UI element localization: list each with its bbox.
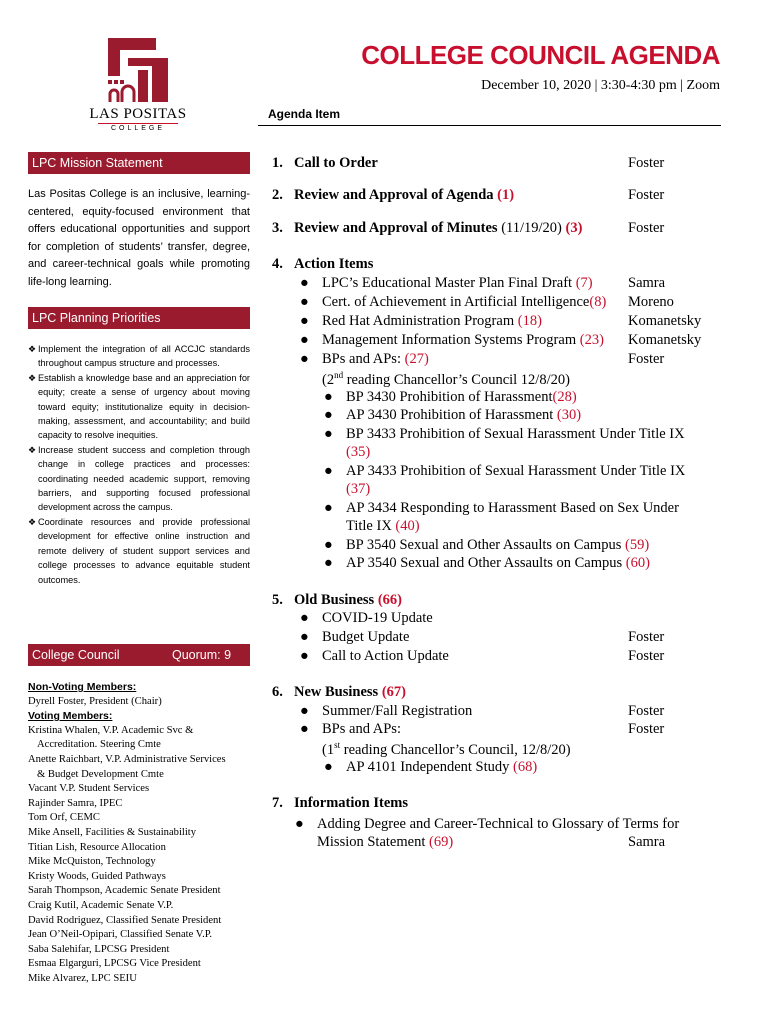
item-label: Review and Approval of Minutes (11/19/20) (3) [294, 220, 583, 236]
item-label: Review and Approval of Agenda (1) [294, 187, 515, 203]
action-sub-item: ● Red Hat Administration Program (18) [300, 313, 542, 329]
voting-heading: Voting Members: [28, 710, 113, 723]
new-business-sub: ● BPs and APs: [300, 721, 401, 737]
bp-item: ● AP 4101 Independent Study (68) [324, 759, 538, 775]
old-business-sub: ● Budget Update [300, 629, 410, 645]
item-presenter: Samra [628, 834, 666, 850]
item-number: 4. [272, 256, 283, 272]
item-presenter: Komanetsky [628, 332, 702, 348]
priority-item: ❖ Establish a knowledge base and an appreciation for equity; create a sense of urgency about moving toward equity; institutionalize equity in decision-making, assessment, and accountability; and build capacity to resolve inequities. [28, 372, 250, 441]
item-presenter: Foster [628, 721, 665, 737]
priorities-title: LPC Planning Priorities [32, 311, 161, 325]
bp-item: ● AP 3540 Sexual and Other Assaults on Campus (60) [324, 555, 650, 571]
member: David Rodriguez, Classified Senate President [28, 914, 222, 926]
bp-item: ● AP 3433 Prohibition of Sexual Harassment Under Title IX [324, 463, 686, 479]
bullet-icon: ● [300, 648, 309, 664]
member: Saba Salehifar, LPCSG President [28, 943, 170, 955]
action-sub-item: ● Cert. of Achievement in Artificial Intelligence(8) [300, 294, 607, 310]
bp-item: ● BP 3540 Sexual and Other Assaults on Campus (59) [324, 537, 650, 553]
meeting-info: December 10, 2020 | 3:30-4:30 pm | Zoom [481, 78, 720, 93]
bullet-icon: ● [324, 426, 333, 442]
priority-item: ❖ Increase student success and completion through change in college practices and processes: coordinating needed academic support, removing barriers, and supporting focused professional development across the campus. [28, 444, 250, 513]
item-presenter: Foster [628, 220, 665, 236]
item-number: 2. [272, 187, 283, 203]
item-presenter: Samra [628, 275, 666, 291]
member: Mike McQuiston, Technology [28, 856, 156, 868]
reading-note: (1st reading Chancellor’s Council, 12/8/20) [322, 740, 571, 758]
item-label: Information Items [294, 795, 408, 811]
member: Kristy Woods, Guided Pathways [28, 870, 166, 882]
council-title-bar [28, 644, 250, 666]
bullet-icon: ● [300, 294, 309, 310]
item-label: Action Items [294, 256, 374, 272]
logo-divider [98, 123, 178, 124]
member: Mike Ansell, Facilities & Sustainability [28, 826, 197, 838]
action-sub-item: ● Management Information Systems Program (23) [300, 332, 604, 348]
college-logo [88, 36, 188, 136]
action-sub-item: ● LPC’s Educational Master Plan Final Draft (7) [300, 275, 593, 291]
bullet-icon: ● [300, 610, 309, 626]
bullet-icon: ● [300, 332, 309, 348]
info-sub-item-cont: Mission Statement (69) [317, 834, 454, 850]
item-number: 7. [272, 795, 283, 811]
diamond-bullet-icon: ❖ [28, 344, 37, 354]
bullet-icon: ● [324, 389, 333, 405]
quorum-count: Quorum: 9 [172, 648, 232, 662]
bullet-icon: ● [300, 629, 309, 645]
member-cont: Accreditation. Steering Cmte [37, 739, 161, 751]
bp-item: ● BP 3433 Prohibition of Sexual Harassment Under Title IX [324, 426, 685, 442]
bullet-icon: ● [324, 555, 333, 571]
mission-statement: Las Positas College is an inclusive, learning-centered, equity-focused environment that offers educational opportunities and support for completion of students’ transfer, degree, and career-technical goals while promoting life-long learning. [28, 188, 250, 288]
member: Vacant V.P. Student Services [28, 783, 150, 795]
mission-title: LPC Mission Statement [32, 156, 163, 170]
member: Rajinder Samra, IPEC [28, 797, 123, 809]
bullet-icon: ● [324, 759, 333, 775]
page-ref: (3) [565, 220, 583, 236]
bullet-icon: ● [300, 313, 309, 329]
priority-item: ❖ Implement the integration of all ACCJC standards throughout campus structure and processes. [28, 344, 250, 369]
priorities-title-bar [28, 307, 250, 329]
old-business-sub: ● Call to Action Update [300, 648, 449, 664]
bullet-icon: ● [300, 703, 309, 719]
nonvoting-heading: Non-Voting Members: [28, 681, 137, 693]
logo-name: LAS POSITAS [89, 106, 187, 122]
council-title: College Council [32, 648, 120, 662]
item-presenter: Foster [628, 351, 665, 367]
bullet-icon: ● [324, 500, 333, 516]
mission-title-bar [28, 152, 250, 174]
priority-item: ❖ Coordinate resources and provide professional development for effective online instruction and remote delivery of student support services and college processes to advance equitable student outcomes. [28, 516, 250, 585]
member: Anette Raichbart, V.P. Administrative Services [28, 753, 226, 765]
page-ref: (37) [346, 481, 371, 497]
bp-item: ● AP 3434 Responding to Harassment Based on Sex Under [324, 500, 679, 516]
member-cont: & Budget Development Cmte [37, 768, 164, 780]
member: Craig Kutil, Academic Senate V.P. [28, 899, 174, 911]
page-ref: (1) [497, 187, 515, 203]
item-presenter: Foster [628, 703, 665, 719]
member: Mike Alvarez, LPC SEIU [28, 972, 137, 984]
item-presenter: Foster [628, 155, 665, 171]
item-label: New Business (67) [294, 684, 406, 700]
bullet-icon: ● [324, 463, 333, 479]
page-title: COLLEGE COUNCIL AGENDA [361, 40, 720, 70]
item-number: 5. [272, 592, 283, 608]
item-presenter: Foster [628, 648, 665, 664]
agenda-heading: Agenda Item [268, 107, 341, 121]
item-presenter: Komanetsky [628, 313, 702, 329]
info-sub-item: ● Adding Degree and Career-Technical to Glossary of Terms for [295, 816, 680, 832]
item-number: 1. [272, 155, 283, 171]
item-presenter: Foster [628, 629, 665, 645]
action-sub-item: ● BPs and APs: (27) [300, 351, 429, 367]
item-label: Call to Order [294, 155, 378, 171]
bullet-icon: ● [300, 351, 309, 367]
bullet-icon: ● [300, 721, 309, 737]
member: Tom Orf, CEMC [28, 812, 100, 824]
diamond-bullet-icon: ❖ [28, 516, 37, 527]
bullet-icon: ● [324, 537, 333, 553]
agenda-divider [258, 125, 721, 126]
item-label: Old Business (66) [294, 592, 402, 608]
member: Jean O’Neil-Opipari, Classified Senate V.P. [28, 929, 213, 941]
old-business-sub: ● COVID-19 Update [300, 610, 433, 626]
priorities-list [28, 342, 250, 587]
item-number: 3. [272, 220, 283, 236]
diamond-bullet-icon: ❖ [28, 444, 37, 455]
member: Sarah Thompson, Academic Senate President [28, 885, 221, 897]
council-members [28, 680, 258, 986]
reading-note: (2nd reading Chancellor’s Council 12/8/20) [322, 370, 570, 388]
bullet-icon: ● [295, 816, 304, 832]
member: Dyrell Foster, President (Chair) [28, 695, 162, 707]
member: Titian Lish, Resource Allocation [28, 841, 166, 853]
item-number: 6. [272, 684, 283, 700]
page-ref: (35) [346, 444, 371, 460]
bp-item: ● AP 3430 Prohibition of Harassment (30) [324, 407, 582, 423]
logo-sub: COLLEGE [110, 125, 166, 132]
new-business-sub: ● Summer/Fall Registration [300, 703, 473, 719]
bullet-icon: ● [324, 407, 333, 423]
bp-item: ● BP 3430 Prohibition of Harassment(28) [324, 389, 577, 405]
item-presenter: Foster [628, 187, 665, 203]
item-presenter: Moreno [628, 294, 674, 310]
member: Esmaa Elgarguri, LPCSG Vice President [28, 958, 201, 970]
college-logo-mark-icon [108, 36, 168, 104]
bp-item-cont: Title IX (40) [346, 518, 420, 534]
bullet-icon: ● [300, 275, 309, 291]
diamond-bullet-icon: ❖ [28, 372, 37, 383]
member: Kristina Whalen, V.P. Academic Svc & [28, 724, 194, 736]
